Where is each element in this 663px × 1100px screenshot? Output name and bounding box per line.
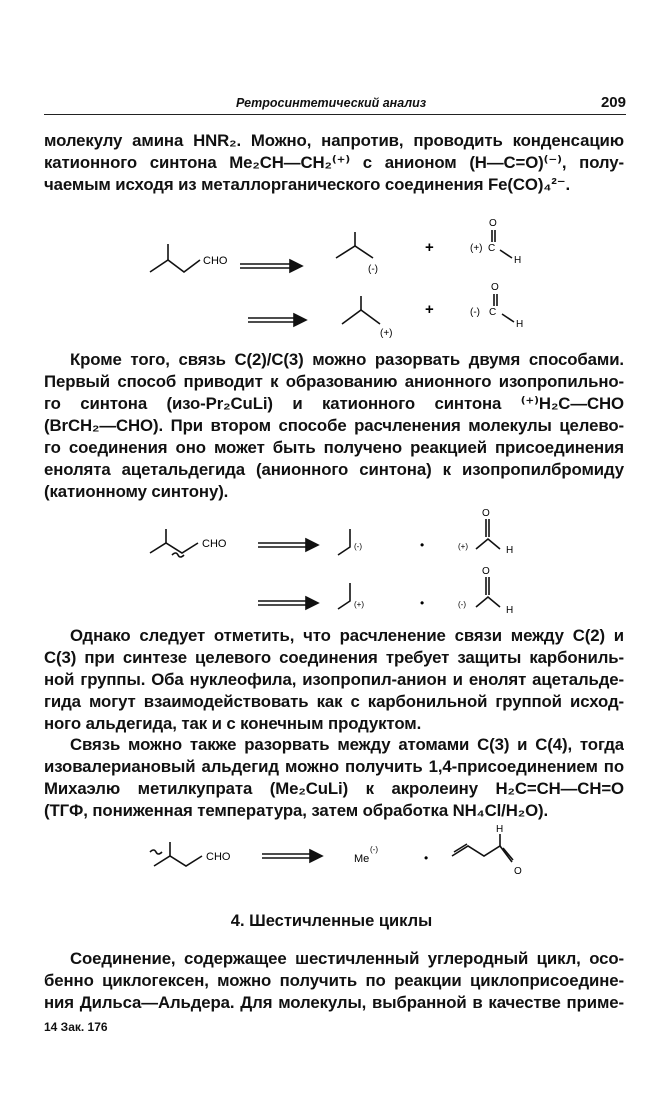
text-line: Первый способ приводит к образованию анионного изопропильно- [44, 372, 624, 391]
text-line: Соединение, содержащее шестичленный углеродный цикл, осо- [70, 949, 624, 968]
arrow-head [294, 314, 306, 326]
cation-charge: (+) [354, 600, 364, 609]
oxygen-label: O [482, 566, 490, 577]
scheme-1-svg [0, 210, 663, 345]
text-line: ной группы. Оба нуклеофила, изопропил-анион и енолят ацетальде- [44, 670, 624, 689]
text-line: ния Дильса—Альдера. Для молекулы, выбранной в качестве приме- [44, 993, 624, 1012]
oxygen-label: O [482, 508, 490, 519]
oxygen-label: O [514, 866, 522, 877]
arrow-head [306, 539, 318, 551]
bond [338, 529, 350, 555]
arrow-head [306, 597, 318, 609]
double-bond [503, 848, 513, 860]
cleavage-mark [150, 850, 162, 854]
scheme-2-svg [0, 505, 663, 620]
text-line: енолята ацетальдегида (анионного синтона) к изопропилбромиду [44, 460, 624, 479]
cation-charge: (+) [458, 542, 468, 551]
cation-charge: (+) [380, 328, 393, 339]
bond [502, 314, 514, 322]
anion-charge: (-) [458, 600, 466, 609]
running-header [44, 96, 626, 114]
reaction-scheme-2 [0, 505, 663, 620]
text-line: (катионному синтону). [44, 482, 229, 501]
methyl-label: Me [354, 853, 370, 865]
bond [336, 246, 373, 258]
bond [476, 539, 500, 549]
paragraph-5 [44, 948, 624, 1014]
carbon-label: C [489, 307, 497, 318]
paragraph-3 [44, 625, 624, 735]
plus-sign: • [420, 596, 425, 610]
text-line: (BrCH₂—CHO). При втором способе расчленения молекулы целево- [44, 416, 624, 435]
anion-charge: (-) [370, 845, 378, 854]
bond [476, 597, 500, 607]
oxygen-label: O [489, 218, 497, 229]
reaction-scheme-3 [0, 822, 663, 892]
section-title: 4. Шестичленные циклы [230, 912, 433, 930]
oxygen-label: O [491, 282, 499, 293]
plus-sign: • [424, 851, 429, 865]
text-line: го соединения оно может быть получено реакцией присоединения [44, 438, 624, 457]
cho-label: CHO [202, 538, 227, 550]
text-line: бенно циклогексен, можно получить по реакции циклоприсоедине- [44, 971, 624, 990]
bond [154, 856, 202, 866]
text-line: гида могут взаимодействовать как с карбонильной группой исход- [44, 692, 624, 711]
text-line: Кроме того, связь C(2)/C(3) можно разорвать двумя способами. [70, 350, 624, 369]
hydrogen-label: H [496, 824, 504, 835]
header-rule [44, 114, 626, 115]
paragraph-2 [44, 349, 624, 503]
text-line: Однако следует отметить, что расчленение связи между C(2) и [70, 626, 624, 645]
text-line: изовалериановый альдегид можно получить 1,4-присоединением по [44, 757, 624, 776]
arrow-head [290, 260, 302, 272]
bond [342, 310, 380, 324]
text-line: молекулу амина HNR₂. Можно, напротив, проводить конденсацию [44, 131, 624, 150]
text-line: чаемым исходя из металлорганического соединения Fe(CO)₄²⁻. [44, 175, 571, 194]
text-line: (ТГФ, пониженная температура, затем обработка NH₄Cl/H₂O). [44, 801, 549, 820]
cation-charge: (+) [470, 243, 483, 254]
anion-charge: (-) [470, 307, 480, 318]
plus-sign: + [425, 239, 434, 256]
hydrogen-label: H [506, 605, 514, 616]
hydrogen-label: H [516, 319, 524, 330]
text-line: C(3) при синтезе целевого соединения требует защиты карбониль- [44, 648, 624, 667]
page-number: 209 [600, 94, 626, 111]
hydrogen-label: H [514, 255, 522, 266]
text-line: го синтона (изо-Pr₂CuLi) и катионного синтона ⁽⁺⁾H₂C—CHO [44, 394, 624, 413]
hydrogen-label: H [506, 545, 514, 556]
bond [338, 583, 350, 609]
reaction-scheme-1 [0, 210, 663, 345]
carbon-label: C [488, 243, 496, 254]
anion-charge: (-) [354, 542, 362, 551]
text-line: Михаэлю метилкупрата (Me₂CuLi) к акролеину H₂C=CH—CH=O [44, 779, 624, 798]
paragraph-4 [44, 734, 624, 822]
paragraph-1 [44, 130, 624, 196]
text-line: катионного синтона Me₂CH—CH₂⁽⁺⁾ с анионом (H—C=O)⁽⁻⁾, полу- [44, 153, 624, 172]
running-title: Ретросинтетический анализ [236, 96, 427, 110]
cho-label: CHO [206, 851, 231, 863]
plus-sign: • [420, 538, 425, 552]
plus-sign: + [425, 301, 434, 318]
arrow-head [310, 850, 322, 862]
cho-label: CHO [203, 255, 228, 267]
text-line: ного альдегида, так и с конечным продуктом. [44, 714, 422, 733]
anion-charge: (-) [368, 264, 378, 275]
text-line: Связь можно также разорвать между атомами C(3) и C(4), тогда [70, 735, 624, 754]
bond [150, 543, 198, 553]
bond [500, 250, 512, 258]
scheme-3-svg [0, 822, 663, 892]
signature-mark: 14 Зак. 176 [44, 1020, 108, 1034]
bond [150, 260, 200, 272]
